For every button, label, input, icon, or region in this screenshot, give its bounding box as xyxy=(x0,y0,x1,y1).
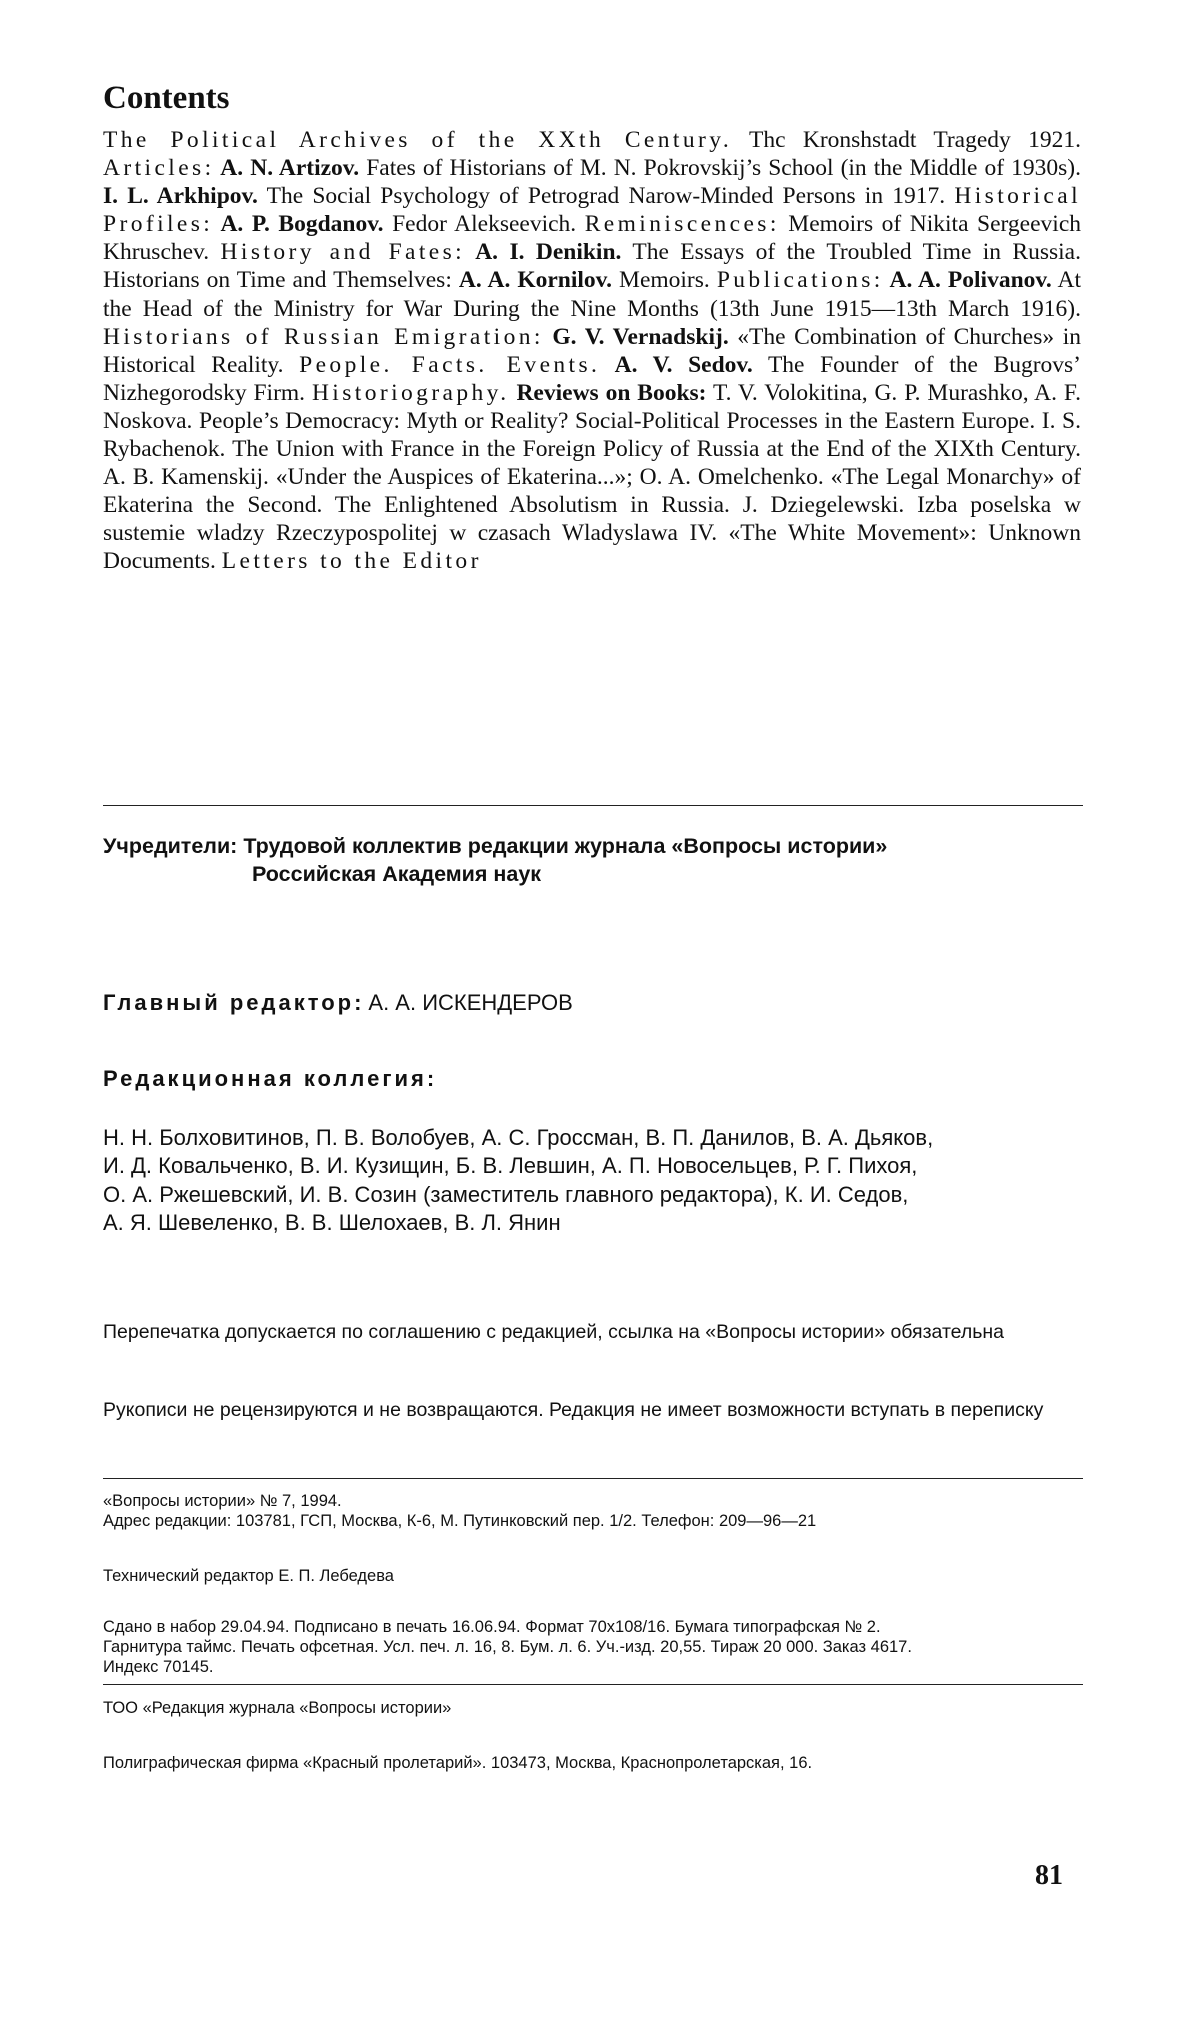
board-line: А. Я. Шевеленко, В. В. Шелохаев, В. Л. Янин xyxy=(103,1209,1083,1237)
journal-page xyxy=(0,0,1200,2029)
print-details xyxy=(103,1617,1083,1677)
issue-line: «Вопросы истории» № 7, 1994. xyxy=(103,1491,1083,1511)
contents-text: Thc Kronshstadt Tragedy 1921. xyxy=(732,127,1081,153)
page-number: 81 xyxy=(1035,1860,1063,1892)
manuscripts-notice: Рукописи не рецензируются и не возвращаются. Редакция не имеет возможности вступать в переписку xyxy=(103,1398,1083,1422)
imprint-divider xyxy=(103,1478,1083,1479)
board-line: Н. Н. Болховитинов, П. В. Волобуев, А. С. Гроссман, В. П. Данилов, В. А. Дьяков, xyxy=(103,1124,1083,1152)
technical-editor: Технический редактор Е. П. Лебедева xyxy=(103,1566,1083,1586)
section-label: Letters to the Editor xyxy=(222,548,482,574)
contents-text: «The Combination of Churches» in Historical Reality. xyxy=(103,324,1081,378)
author-name: A. A. Polivanov. xyxy=(884,267,1052,293)
chief-editor-label: Главный редактор: xyxy=(103,990,364,1015)
founders-label: Учредители: xyxy=(103,834,237,858)
print-line: Сдано в набор 29.04.94. Подписано в печать 16.06.94. Формат 70x108/16. Бумага типографская № 2. xyxy=(103,1617,1083,1637)
publisher-divider xyxy=(103,1684,1083,1685)
section-label: Reminiscences: xyxy=(585,211,780,237)
contents-text: The Founder of the Bugrovs’ Nizhegorodsky Firm. xyxy=(103,352,1081,406)
contents-text: The Social Psychology of Petrograd Narow-Minded Persons in 1917. xyxy=(258,183,954,209)
author-name: A. A. Kornilov. xyxy=(459,267,612,293)
board-line: О. А. Ржешевский, И. В. Созин (заместитель главного редактора), К. И. Седов, xyxy=(103,1181,1083,1209)
print-line: Индекс 70145. xyxy=(103,1657,1083,1677)
chief-editor xyxy=(103,990,573,1016)
author-name: A. V. Sedov. xyxy=(600,352,752,378)
editorial-board-label: Редакционная коллегия: xyxy=(103,1066,437,1092)
section-label: Historiography. xyxy=(312,380,510,406)
issue-info xyxy=(103,1491,1083,1531)
section-divider xyxy=(103,805,1083,806)
reprint-notice: Перепечатка допускается по соглашению с редакцией, ссылка на «Вопросы истории» обязательна xyxy=(103,1320,1083,1344)
chief-editor-name: А. А. ИСКЕНДЕРОВ xyxy=(368,990,572,1015)
contents-list xyxy=(103,126,1081,576)
founders-block xyxy=(103,832,887,888)
contents-text: The Essays of the Troubled Time in Russia. Historians on Time and Themselves: xyxy=(103,239,1081,293)
contents-heading: Contents xyxy=(103,80,230,117)
contents-text: Fedor Alekseevich. xyxy=(384,211,585,237)
author-name: G. V. Vernadskij. xyxy=(544,324,729,350)
author-name: A. P. Bogdanov. xyxy=(213,211,383,237)
section-label: History and Fates: xyxy=(221,239,466,265)
printer-line: Полиграфическая фирма «Красный пролетарий». 103473, Москва, Краснопролетарская, 16. xyxy=(103,1753,1083,1773)
editorial-address: Адрес редакции: 103781, ГСП, Москва, К-6, М. Путинковский пер. 1/2. Телефон: 209—96—21 xyxy=(103,1511,1083,1531)
section-label: People. Facts. Events. xyxy=(299,352,600,378)
contents-text: At the Head of the Ministry for War During the Nine Months (13th June 1915—13th March 1916). xyxy=(103,267,1081,321)
author-name: A. I. Denikin. xyxy=(465,239,621,265)
contents-text: T. V. Volokitina, G. P. Murashko, A. F. Noskova. People’s Democracy: Myth or Reality? Social-Political Processes in the Eastern Europe. I. S. Rybachenok. The Union with France in the Foreign Policy of Russia at the End of the XIXth Century. A. B. Kamenskij. «Under the Auspices of Ekaterina...»; O. A. Omelchenko. «The Legal Monarchy» of Ekaterina the Second. The Enlightened Absolutism in Russia. J. Dziegelewski. Izba poselska w sustemie wladzy Rzeczypospolitej w czasach Wladyslawa IV. «The White Movement»: Unknown Documents. xyxy=(103,380,1081,575)
contents-text: Memoirs. xyxy=(612,267,717,293)
editorial-board-list xyxy=(103,1124,1083,1238)
founders-line-2: Российская Академия наук xyxy=(103,860,887,888)
reviews-label: Reviews on Books: xyxy=(510,380,707,406)
section-label: The Political Archives of the XXth Century. xyxy=(103,127,732,153)
section-label: Publications: xyxy=(717,267,884,293)
section-label: Historians of Russian Emigration: xyxy=(103,324,544,350)
founders-line-1: Трудовой коллектив редакции журнала «Вопросы истории» xyxy=(243,834,887,858)
contents-text: Memoirs of Nikita Sergeevich Khruschev. xyxy=(103,211,1081,265)
contents-text: Fates of Historians of M. N. Pokrovskij’s School (in the Middle of 1930s). xyxy=(359,155,1081,181)
board-line: И. Д. Ковальченко, В. И. Кузищин, Б. В. Левшин, А. П. Новосельцев, Р. Г. Пихоя, xyxy=(103,1152,1083,1180)
print-line: Гарнитура таймс. Печать офсетная. Усл. печ. л. 16, 8. Бум. л. 6. Уч.-изд. 20,55. Тираж 20 000. Заказ 4617. xyxy=(103,1637,1083,1657)
publisher-line: ТОО «Редакция журнала «Вопросы истории» xyxy=(103,1698,1083,1718)
author-name: A. N. Artizov. xyxy=(215,155,360,181)
section-label: Articles: xyxy=(103,155,215,181)
author-name: I. L. Arkhipov. xyxy=(103,183,258,209)
section-label: Historical Profiles: xyxy=(103,183,1081,237)
